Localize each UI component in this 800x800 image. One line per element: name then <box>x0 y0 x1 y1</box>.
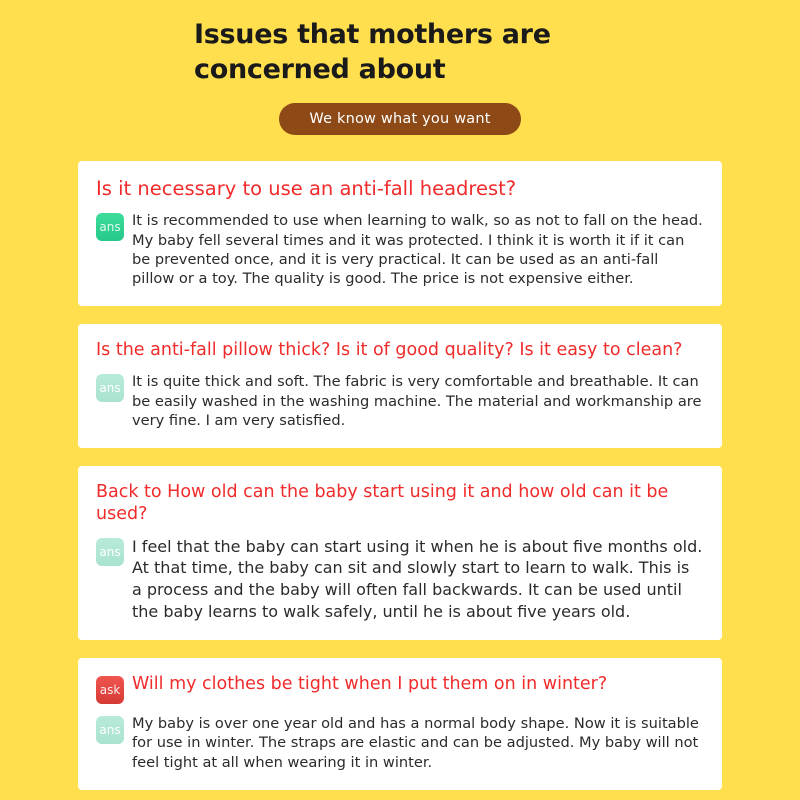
page-title: Issues that mothers are concerned about <box>194 19 551 85</box>
answer-text: It is quite thick and soft. The fabric is very comfortable and breathable. It can be easily washed in the washing machine. The material and workmanship are very fine. I am very satisfied. <box>132 373 702 429</box>
answer-text: I feel that the baby can start using it when he is about five months old. At that time, the baby can sit and slowly start to learn to walk. This is a process and the baby will often fall backwards. It can be used until the baby learns to walk safely, until he is about five years old. <box>132 536 703 621</box>
ask-badge-icon: ask <box>96 676 124 704</box>
faq-card <box>78 324 722 448</box>
answer-text: It is recommended to use when learning to walk, so as not to fall on the head. My baby fell several times and it was protected. I think it is worth it if it can be prevented once, and it is very practical. It can be used as an anti-fall pillow or a toy. The quality is good. The price is not expensive either. <box>132 212 703 288</box>
answer-badge-icon: ans <box>96 538 124 566</box>
question-text: Will my clothes be tight when I put them on in winter? <box>132 674 608 695</box>
answer-row <box>96 536 704 622</box>
question-text: Is the anti-fall pillow thick? Is it of good quality? Is it easy to clean? <box>96 340 683 361</box>
answer-row <box>96 714 704 772</box>
answer-row <box>96 372 704 430</box>
answer-row <box>96 211 704 288</box>
question-row <box>96 674 704 704</box>
question-row <box>96 482 704 526</box>
subtitle-container <box>0 103 800 135</box>
faq-card <box>78 161 722 306</box>
faq-card <box>78 466 722 640</box>
page-header <box>0 0 800 135</box>
answer-text: My baby is over one year old and has a normal body shape. Now it is suitable for use in winter. The straps are elastic and can be adjusted. My baby will not feel tight at all when wearing it in winter. <box>132 715 699 771</box>
faq-list <box>0 161 800 790</box>
answer-badge-icon: ans <box>96 213 124 241</box>
question-row <box>96 340 704 362</box>
question-row <box>96 177 704 201</box>
answer-badge-icon: ans <box>96 716 124 744</box>
question-text: Back to How old can the baby start using it and how old can it be used? <box>96 482 669 524</box>
answer-badge-icon: ans <box>96 374 124 402</box>
subtitle-pill: We know what you want <box>279 103 520 135</box>
question-text: Is it necessary to use an anti-fall headrest? <box>96 177 517 201</box>
faq-card <box>78 658 722 790</box>
